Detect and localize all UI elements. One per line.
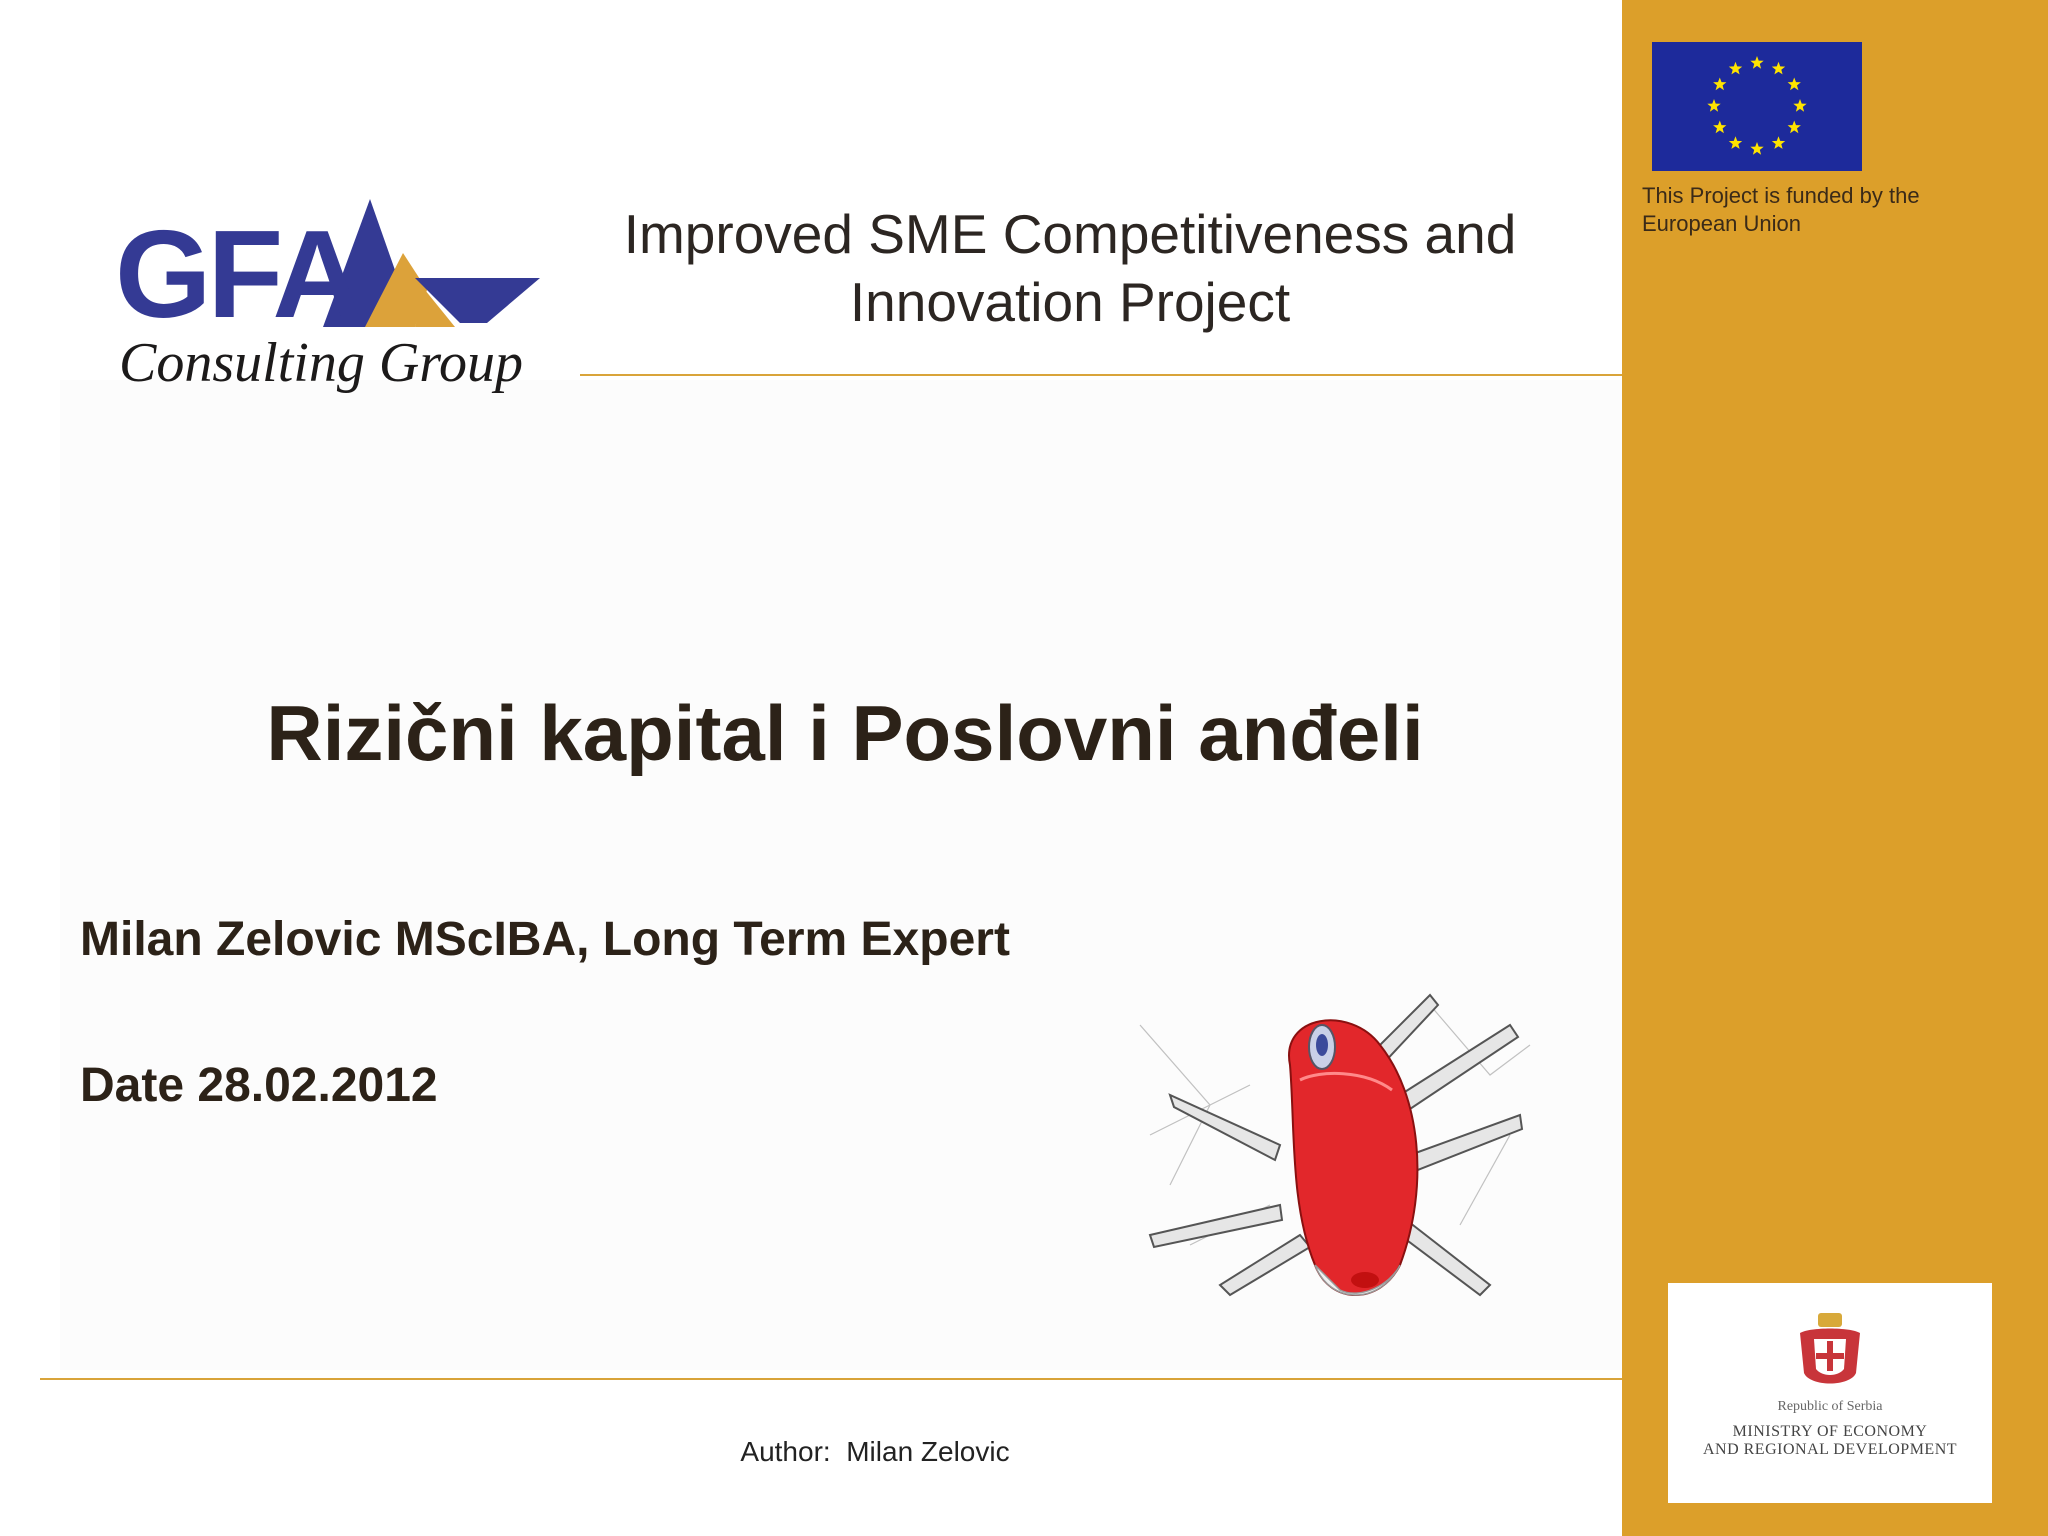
header-divider — [580, 374, 1622, 376]
footer-author: Author: Milan Zelovic — [740, 1436, 1010, 1467]
eu-star-icon — [1729, 136, 1742, 149]
eu-flag-icon — [1652, 42, 1862, 171]
eu-stars — [1652, 42, 1862, 171]
logo-wordmark: GFA — [115, 206, 358, 344]
project-title-line2: Innovation Project — [849, 271, 1291, 333]
gfa-logo — [115, 195, 545, 410]
ministry-name-line2: AND REGIONAL DEVELOPMENT — [1702, 1441, 1958, 1458]
ministry-logo — [1668, 1283, 1992, 1503]
eu-star-icon — [1772, 136, 1785, 149]
eu-star-icon — [1750, 142, 1763, 155]
eu-caption-line1: This Project is funded by the — [1642, 183, 1920, 208]
eu-star-icon — [1707, 99, 1720, 112]
project-title-line1: Improved SME Competitiveness and — [623, 203, 1517, 265]
eu-star-icon — [1713, 121, 1726, 134]
eu-star-icon — [1788, 121, 1801, 134]
eu-star-icon — [1793, 99, 1806, 112]
ministry-country: Republic of Serbia — [1777, 1399, 1883, 1414]
eu-star-icon — [1729, 62, 1742, 75]
serbian-coat-of-arms-icon — [1780, 1311, 1880, 1397]
date-line: Date 28.02.2012 — [80, 1059, 438, 1112]
eu-funding-caption — [1642, 182, 1972, 238]
computer-mouse-multitool-icon — [1130, 985, 1550, 1325]
eu-star-icon — [1713, 78, 1726, 91]
eu-caption-line2: European Union — [1642, 211, 1802, 236]
logo-subtitle: Consulting Group — [119, 332, 523, 394]
eu-star-icon — [1788, 78, 1801, 91]
eu-star-icon — [1772, 62, 1785, 75]
presenter-line: Milan Zelovic MScIBA, Long Term Expert — [80, 913, 1010, 966]
eu-star-icon — [1750, 56, 1763, 69]
slide-title: Rizični kapital i Poslovni anđeli — [266, 689, 1424, 777]
footer-divider — [40, 1378, 1622, 1380]
ministry-name-line1: MINISTRY OF ECONOMY — [1732, 1423, 1928, 1440]
project-title — [580, 200, 1560, 336]
